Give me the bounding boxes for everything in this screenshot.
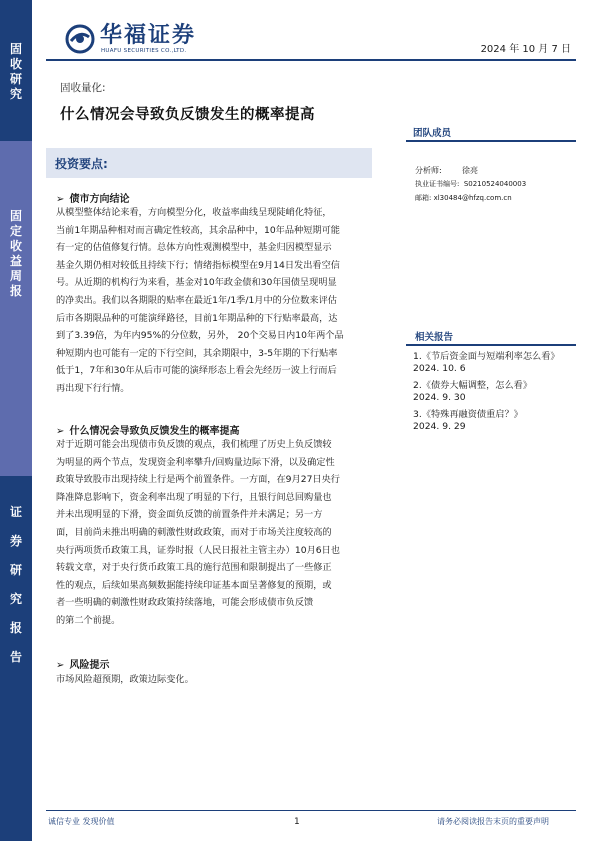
footer-slogan: 诚信专业 发现价值 [48, 817, 115, 826]
report-date: 2024 年 10 月 7 日 [480, 44, 571, 55]
section-body: 对于近期可能会出现债市负反馈的观点，我们梳理了历史上负反馈较 为明显的两个节点，发现资金利率攀升/回购量边际下滑，以及确定性 政策导致股市出现持续上行是两个前置条件。一方面，在9月27日央行 降准降息影响下，资金利率出现了明显的下行，且银行间总回购量也 并未出现明显的下滑，资金面负反馈的前置条件并未满足；另一方 面，目前尚未推出明确的刺激性财政政策，而对于市场关注度较高的 央行两项货币政策工具，证券时报（人民日报社主管主办）10月6日也 转载文章，对于央行货币政策工具的施行范围和限制提出了一些修正 性的观点，后续如果高频数据能持续印证基本面呈著修复的预期，或 者一些明确的刺激性财政政策持续落地，可能会形成债市负反馈 的第二个前提。 [56, 439, 340, 626]
analyst-name: 分析师: 徐亮 [415, 166, 479, 175]
team-divider [406, 140, 576, 142]
sidebar-mid-label: 固 定 收 益 周 报 [9, 209, 22, 298]
section-heading: ➢ 风险提示 [56, 660, 110, 671]
section-body: 市场风险超预期，政策边际变化。 [56, 674, 194, 685]
related-report-date: 2024. 9. 29 [413, 421, 466, 432]
header-divider [46, 59, 576, 61]
sidebar-band-bottom [0, 476, 32, 841]
footer-divider [46, 810, 576, 811]
related-reports-heading: 相关报告 [415, 332, 454, 343]
brand-name: 华福证券 [100, 22, 197, 48]
section-body: 从模型整体结论来看，方向模型分化，收益率曲线呈现陡峭化特征， 当前1年期品种相对而言确定性较高，其余品种中，10年品种短期可能 有一定的估值修复行情。总体方向性观测模型中，基金归因模型显示 基金久期仍相对较低且持续下行；情绪指标模型在9月14日发出看空信 号。从近期的机构行为来看，基金对10年政金债和30年国债呈现明显 的净卖出。我们以各期限的贴率在最近1年/1季/1月中的分位数来评估 后市各期限品种的可能演绎路径，目前1年期品种的下行贴率最高，达 到了3.39倍，为年内95%的分位数，另外， 20个交易日内10年两个品 种短期内也可能有一定的下行空间，其余期限中，3-5年期的下行贴率 低于1，7年和30年从后市可能的演绎形态上看会先经历一波上行而后 再出现下行行情。 [56, 207, 344, 394]
arrow-icon: ➢ [56, 194, 65, 205]
report-title: 什么情况会导致负反馈发生的概率提高 [60, 107, 315, 123]
related-report-date: 2024. 10. 6 [413, 363, 466, 374]
section-heading: ➢ 债市方向结论 [56, 194, 130, 205]
related-report-title[interactable]: 3.《特殊再融资债重启？》 [413, 409, 523, 420]
key-points-heading: 投资要点: [55, 157, 108, 171]
arrow-icon: ➢ [56, 660, 65, 671]
sidebar-top-label: 固 收 研 究 [9, 42, 22, 101]
section-heading: ➢ 什么情况会导致负反馈发生的概率提高 [56, 426, 240, 437]
related-report-title[interactable]: 2.《债券大幅调整，怎么看》 [413, 380, 533, 391]
report-series: 固收量化: [60, 82, 106, 94]
related-report-date: 2024. 9. 30 [413, 392, 466, 403]
sidebar-bottom-label: 证 券 研 究 报 告 [9, 505, 22, 664]
footer-disclaimer: 请务必阅读报告末页的重要声明 [437, 817, 549, 826]
brand-logo-icon [65, 24, 95, 54]
analyst-email: 邮箱: xl30484@hfzq.com.cn [415, 194, 512, 202]
page-number: 1 [294, 817, 300, 827]
related-divider [406, 344, 576, 346]
brand-name-en: HUAFU SECURITIES CO.,LTD. [101, 48, 187, 54]
arrow-icon: ➢ [56, 426, 65, 437]
team-heading: 团队成员 [413, 128, 452, 139]
analyst-cert: 执业证书编号: S0210524040003 [415, 180, 527, 188]
sidebar-band-top [0, 0, 32, 141]
related-report-title[interactable]: 1.《节后资金面与短端利率怎么看》 [413, 351, 560, 362]
sidebar-band-mid [0, 141, 32, 476]
